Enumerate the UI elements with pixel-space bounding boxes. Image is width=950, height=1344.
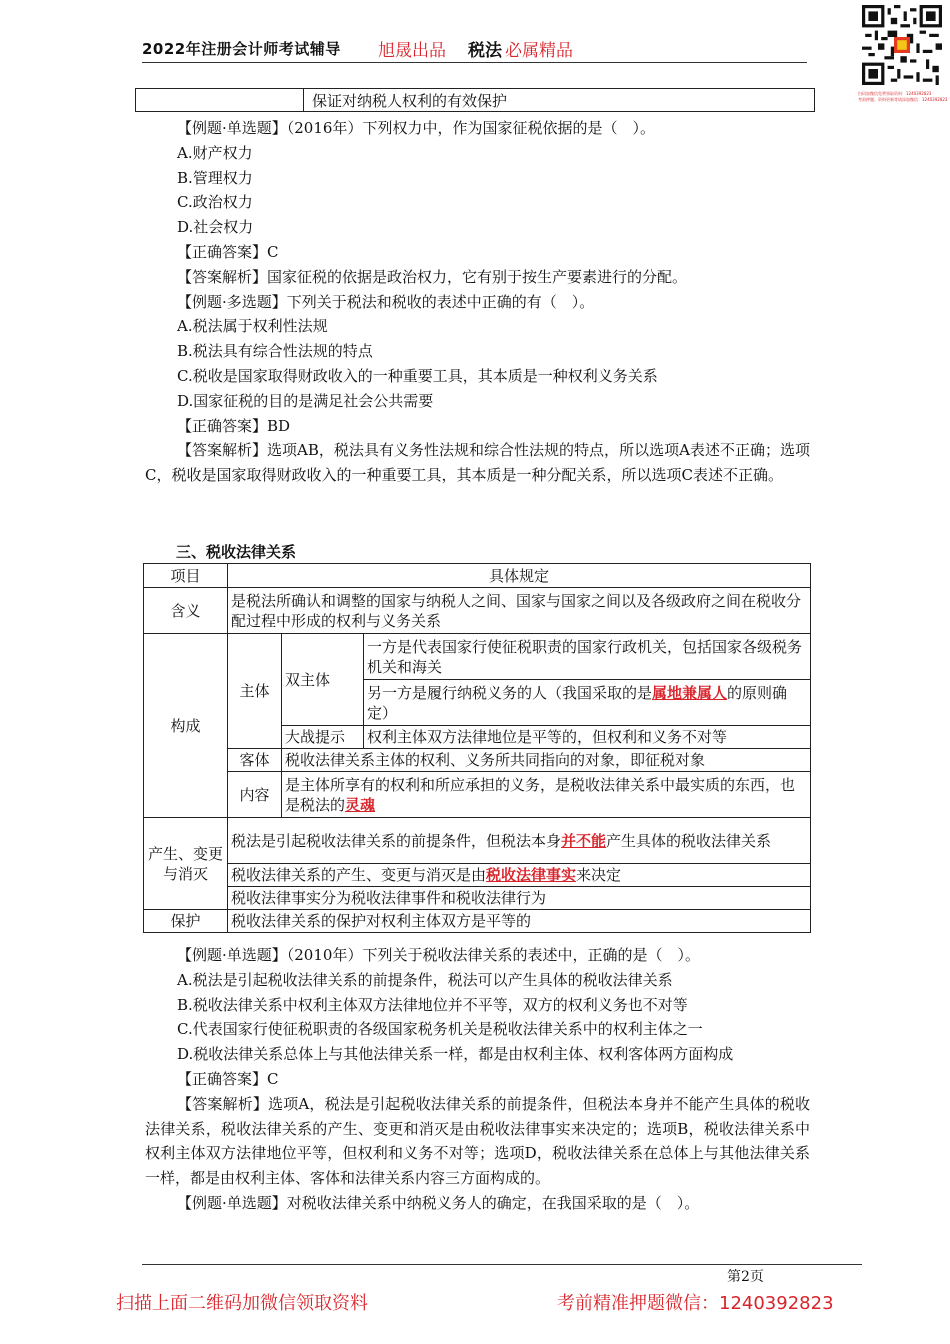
change-text-3: 税收法律事实分为税收法律事件和税收法律行为 xyxy=(228,887,811,910)
object-label: 客体 xyxy=(228,749,282,772)
highlight-legal-fact: 税收法律事实 xyxy=(486,866,577,884)
q1-option-a: A.财产权力 xyxy=(177,143,253,162)
q1-option-c: C.政治权力 xyxy=(177,193,253,212)
qr-caption: 扫码加微信免费领取资料：1240392823 考前押题、资料更新等请添加微信：1240392823 xyxy=(858,91,948,102)
q2-stem: 【例题·多选题】下列关于税法和税收的表述中正确的有（ ）。 xyxy=(177,292,595,311)
footer-divider xyxy=(142,1264,862,1265)
dual-subject-tax-side: 一方是代表国家行使征税职责的国家行政机关，包括国家各级税务机关和海关 xyxy=(364,634,811,680)
protection-text: 税收法律关系的保护对权利主体双方是平等的 xyxy=(228,910,811,933)
row-label-meaning: 含义 xyxy=(144,588,228,634)
q3-option-c: C.代表国家行使征税职责的各级国家税务机关是税收法律关系中的权利主体之一 xyxy=(177,1020,703,1039)
table-header-item: 项目 xyxy=(144,564,228,588)
tip-label: 大战提示 xyxy=(282,726,364,749)
questions-block-1 xyxy=(145,116,810,488)
q1-option-b: B.管理权力 xyxy=(177,168,253,187)
q3-option-b: B.税收法律关系中权利主体双方法律地位并不平等，双方的权利义务也不对等 xyxy=(177,995,688,1014)
q3-stem: 【例题·单选题】（2010年）下列关于税收法律关系的表述中，正确的是（ ）。 xyxy=(177,946,700,964)
q2-answer: 【正确答案】BD xyxy=(177,416,291,435)
q3-option-d: D.税收法律关系总体上与其他法律关系一样，都是由权利主体、权利客体两方面构成 xyxy=(177,1045,734,1064)
q1-option-d: D.社会权力 xyxy=(177,218,254,237)
row-label-protection: 保护 xyxy=(144,910,228,933)
q3-option-a: A.税法是引起税收法律关系的前提条件，税法可以产生具体的税收法律关系 xyxy=(177,970,673,989)
subject-label: 主体 xyxy=(228,634,282,749)
tagline-label: 必属精品 xyxy=(505,41,573,61)
course-title: 2022年注册会计师考试辅导 xyxy=(142,40,341,58)
change-text-2: 税收法律关系的产生、变更与消灭是由税收法律事实来决定 xyxy=(228,864,811,887)
q2-option-b: B.税法具有综合性法规的特点 xyxy=(177,342,373,361)
q2-option-c: C.税收是国家取得财政收入的一种重要工具，其本质是一种权利义务关系 xyxy=(177,366,658,385)
row-label-composition: 构成 xyxy=(144,634,228,818)
q4-stem: 【例题·单选题】对税收法律关系中纳税义务人的确定，在我国采取的是（ ）。 xyxy=(177,1193,700,1212)
previous-table-row xyxy=(135,88,815,112)
change-text-1: 税法是引起税收法律关系的前提条件，但税法本身并不能产生具体的税收法律关系 xyxy=(228,818,811,864)
tax-legal-relation-table xyxy=(143,563,811,933)
content-label: 内容 xyxy=(228,772,282,818)
dual-subject-label: 双主体 xyxy=(282,634,364,726)
subject-label: 税法 xyxy=(468,41,502,61)
highlight-cannot: 并不能 xyxy=(561,831,607,850)
highlight-principle: 属地兼属人 xyxy=(652,683,728,702)
q3-answer: 【正确答案】C xyxy=(177,1069,279,1088)
table-header-rule: 具体规定 xyxy=(228,564,811,588)
publisher-label: 旭晟出品 xyxy=(378,41,446,61)
q1-answer: 【正确答案】C xyxy=(177,242,279,261)
section-title: 三、税收法律关系 xyxy=(176,543,297,561)
footer-left-note: 扫描上面二维码加微信领取资料 xyxy=(116,1293,368,1314)
page-header xyxy=(142,36,807,63)
q2-analysis: 【答案解析】选项AB，税法具有义务性法规和综合性法规的特点，所以选项A表述不正确；选项C，税收是国家取得财政收入的一种重要工具，其本质是一种分配关系，所以选项C表述不正确。 xyxy=(145,441,810,485)
q3-analysis: 【答案解析】选项A，税法是引起税收法律关系的前提条件，但税法本身并不能产生具体的税收法律关系，税收法律关系的产生、变更和消灭是由税收法律事实来决定的；选项B，税收法律关系中权利主体双方法律地位平等，但权利和义务不对等；选项D，税收法律关系在总体上与其他法律关系一样，都是由权利主体、客体和法律关系内容三方面构成的。 xyxy=(145,1094,810,1188)
page-number: 第2页 xyxy=(727,1269,764,1285)
dual-subject-taxpayer-side: 另一方是履行纳税义务的人（我国采取的是属地兼属人的原则确定） xyxy=(364,680,811,726)
object-text: 税收法律关系主体的权利、义务所共同指向的对象，即征税对象 xyxy=(282,749,811,772)
tip-text: 权利主体双方法律地位是平等的，但权利和义务不对等 xyxy=(364,726,811,749)
meaning-text: 是税法所确认和调整的国家与纳税人之间、国家与国家之间以及各级政府之间在税收分配过程中形成的权利与义务关系 xyxy=(228,588,811,634)
q2-option-a: A.税法属于权利性法规 xyxy=(177,317,328,336)
q2-option-d: D.国家征税的目的是满足社会公共需要 xyxy=(177,391,434,410)
q1-analysis: 【答案解析】国家征税的依据是政治权力，它有别于按生产要素进行的分配。 xyxy=(177,267,688,286)
q1-stem: 【例题·单选题】（2016年）下列权力中，作为国家征税依据的是（ ）。 xyxy=(177,119,655,137)
content-text: 是主体所享有的权利和所应承担的义务，是税收法律关系中最实质的东西，也是税法的灵魂 xyxy=(282,772,811,818)
highlight-soul: 灵魂 xyxy=(345,795,376,814)
footer-right-note: 考前精准押题微信：1240392823 xyxy=(557,1293,834,1314)
questions-block-2 xyxy=(145,943,810,1216)
row-label-change: 产生、变更与消灭 xyxy=(144,818,228,910)
qr-code-icon xyxy=(862,5,942,85)
previous-table-cell: 保证对纳税人权利的有效保护 xyxy=(312,92,508,110)
